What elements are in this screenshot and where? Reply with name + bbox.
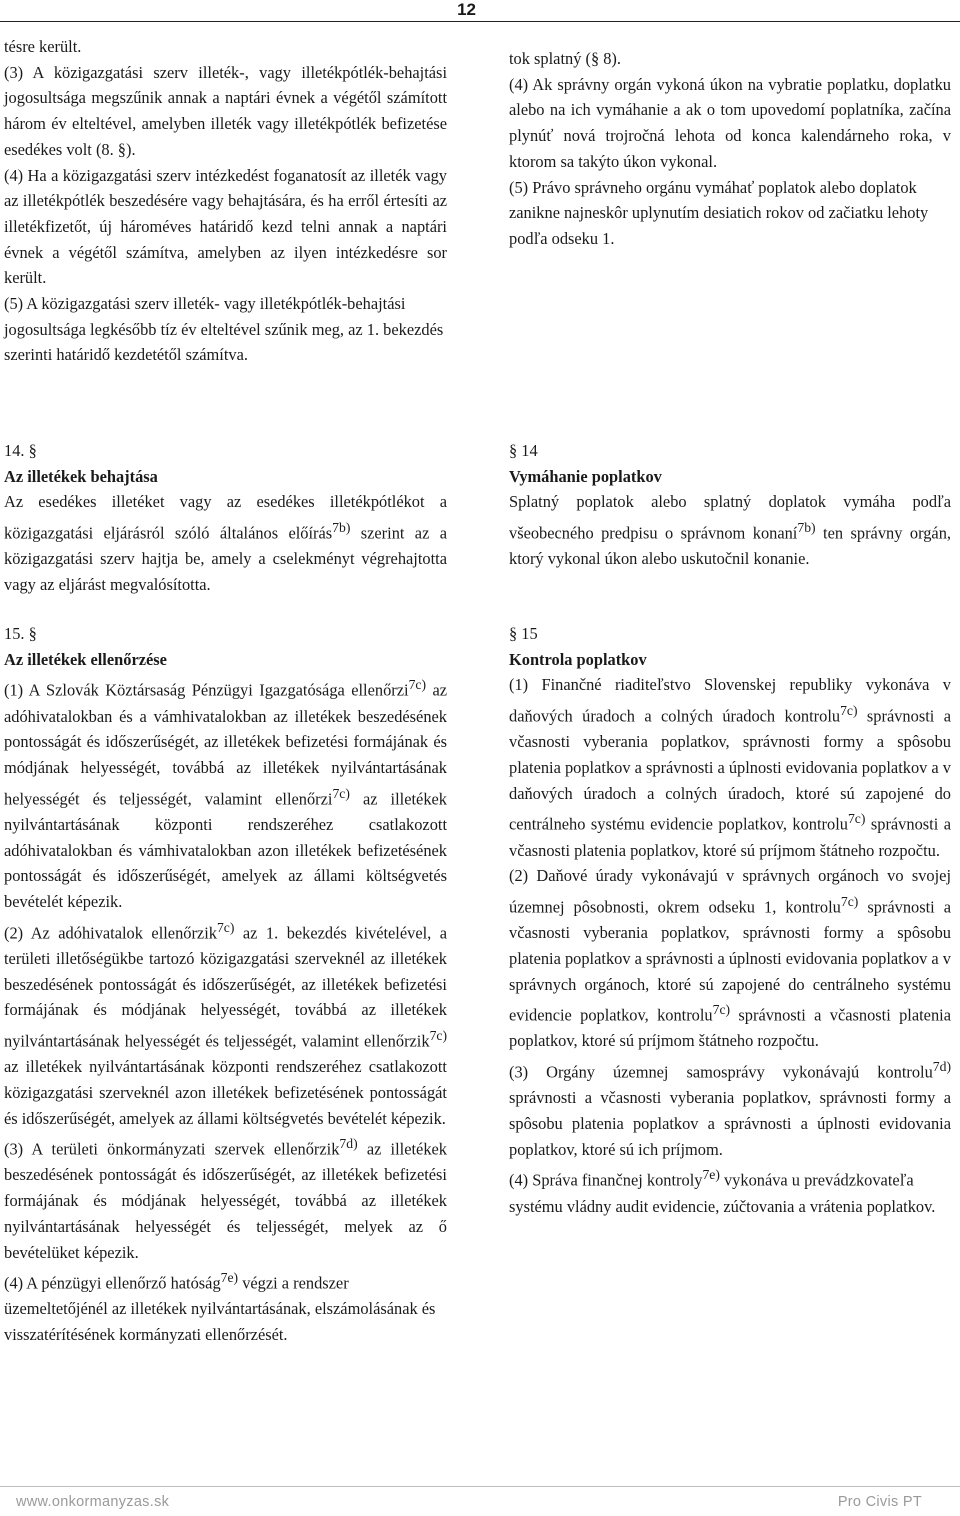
footnote-ref: 7c) bbox=[847, 811, 866, 827]
section-number: § 15 bbox=[509, 624, 538, 643]
sk-section-14 bbox=[509, 438, 951, 572]
footnote-ref: 7c) bbox=[840, 703, 858, 719]
hu-paragraph: tésre került. bbox=[4, 37, 82, 56]
hu-paragraph: (3) A területi önkormányzati szervek ellenőrzik$^{7d)}$ az illetékek beszedésének pontosságát és időszerűségét, az illetékek befizetési formájának és módjának helyességét, továbbá az illetékek nyilvántartásának helyességét és teljességét, melyek az ő bevételüket képezik. bbox=[4, 1136, 447, 1262]
hu-paragraph: (2) Az adóhivatalok ellenőrzik$^{7c)}$ az 1. bekezdés kivételével, a területi illetőségükbe tartozó közigazgatási szerveknél az illetékek beszedésének pontosságát és időszerűségét, az illetékek befizetési formájának és módjának helyességét, továbbá az illetékek nyilvántartásának helyességét és teljességét, valamint ellenőrzik$^{7c)}$ az illetékek nyilvántartásának központi rendszeréhez csatlakozott közigazgatási szerveknél azon illetékek befizetésének pontosságát és időszerűségét, amelyek az állami költségvetés bevételét képezik. bbox=[4, 919, 447, 1128]
footer-publisher: Pro Civis PT bbox=[837, 1494, 922, 1510]
section-title: Vymáhanie poplatkov bbox=[509, 466, 662, 486]
hu-section13-continuation bbox=[4, 34, 447, 368]
footnote-ref: 7c) bbox=[429, 1027, 447, 1043]
footnote-ref: 7c) bbox=[712, 1002, 731, 1018]
footnote-ref: 7e) bbox=[702, 1167, 720, 1183]
footnote-ref: 7c) bbox=[332, 785, 350, 801]
hu-paragraph: (1) A Szlovák Köztársaság Pénzügyi Igazgatósága ellenőrzi$^{7c)}$ az adóhivatalokban és a vámhivatalokban az illetékek beszedésének pontosságát és időszerűségét, az illetékek befizetési formájának és módjának helyességét, továbbá az illetékek nyilvántartásának helyességét és teljességét, valamint ellenőrzi$^{7c)}$ az illetékek nyilvántartásának központi rendszeréhez csatlakozott adóhivatalokban és vámhivatalokban azon illetékek befizetésének pontosságát és időszerűségét, amelyek az állami költségvetés bevételét képezik. bbox=[4, 677, 447, 911]
hu-section-14 bbox=[4, 438, 447, 598]
sk-paragraph: tok splatný (§ 8). bbox=[509, 49, 621, 68]
sk-paragraph: (3) Orgány územnej samosprávy vykonávajú kontrolu$^{7d)}$ správnosti a včasnosti vyberania poplatkov, správnosti formy a spôsobu platenia poplatkov a správnosti a úplnosti evidovania poplatkov, ktoré sú ich príjmom. bbox=[509, 1059, 951, 1159]
footnote-ref: 7b) bbox=[797, 520, 816, 536]
section-number: 14. § bbox=[4, 441, 37, 460]
footnote-ref: 7c) bbox=[216, 919, 235, 935]
section-title: Az illetékek behajtása bbox=[4, 466, 158, 486]
footnote-ref: 7c) bbox=[840, 893, 859, 909]
hu-paragraph: (4) Ha a közigazgatási szerv intézkedést foganatosít az illeték vagy az illetékpótlék beszedésére vagy behajtására, és ha erről értesíti az illetékfizetőt, új hároméves határidő kezd telni annak a naptári évnek a végétől számítva, amelyben az ilyen intézkedésre sor került. bbox=[4, 165, 447, 288]
hu-paragraph: (3) A közigazgatási szerv illeték-, vagy illetékpótlék-behajtási jogosultsága megszűnik annak a naptári évnek a végétől számított három év elteltével, amelyben illeték vagy illetékpótlék befizetése esedékes volt (8. §). bbox=[4, 62, 447, 159]
sk-section-15 bbox=[509, 621, 951, 1219]
section-number: 15. § bbox=[4, 624, 37, 643]
hu-section-15 bbox=[4, 621, 447, 1348]
section-number: § 14 bbox=[509, 441, 538, 460]
page-number: 12 bbox=[457, 0, 476, 19]
footnote-ref: 7c) bbox=[408, 677, 426, 693]
sk-paragraph: (4) Správa finančnej kontroly$^{7e)}$ vykonáva u prevádzkovateľa systému vládny audit evidencie, zúčtovania a vrátenia poplatkov. bbox=[509, 1167, 936, 1216]
sk-paragraph: (2) Daňové úrady vykonávajú v správnych orgánoch vo svojej územnej pôsobnosti, okrem odseku 1, kontrolu$^{7c)}$ správnosti a včasnosti vyberania poplatkov, správnosti formy a spôsobu platenia poplatkov a správnosti a úplnosti evidovania poplatkov a v správnych orgánoch, ktoré sú zapojené do centrálneho systému evidencie poplatkov, kontrolu$^{7c)}$ správnosti a včasnosti platenia poplatkov, ktoré sú príjmom štátneho rozpočtu. bbox=[509, 866, 951, 1051]
header-rule bbox=[0, 21, 960, 22]
footnote-ref: 7d) bbox=[932, 1059, 951, 1075]
section-title: Az illetékek ellenőrzése bbox=[4, 649, 167, 669]
sk-paragraph: Splatný poplatok alebo splatný doplatok vymáha podľa všeobecného predpisu o správnom konaní$^{7b)}$ ten správny orgán, ktorý vykonal úkon alebo uskutočnil konanie. bbox=[509, 492, 951, 569]
footer-website: www.onkormanyzas.sk bbox=[16, 1494, 170, 1510]
sk-paragraph: (5) Právo správneho orgánu vymáhať poplatok alebo doplatok zanikne najneskôr uplynutím desiatich rokov od začiatku lehoty podľa odseku 1. bbox=[509, 177, 929, 248]
sk-section13-continuation bbox=[509, 46, 951, 252]
section-title: Kontrola poplatkov bbox=[509, 649, 647, 669]
footnote-ref: 7d) bbox=[339, 1136, 358, 1152]
sk-paragraph: (1) Finančné riaditeľstvo Slovenskej republiky vykonáva v daňových úradoch a colných úradoch kontrolu$^{7c)}$ správnosti a včasnosti vyberania poplatkov, správnosti formy a spôsobu platenia poplatkov a správnosti a úplnosti evidovania poplatkov a v daňových úradoch a colných úradoch, ktoré sú zapojené do centrálneho systému evidencie poplatkov, kontrolu$^{7c)}$ správnosti a včasnosti platenia poplatkov, ktoré sú príjmom štátneho rozpočtu. bbox=[509, 675, 951, 860]
footnote-ref: 7b) bbox=[332, 520, 351, 536]
hu-paragraph: (4) A pénzügyi ellenőrző hatóság$^{7e)}$ végzi a rendszer üzemeltetőjénél az illetékek nyilvántartásának, elszámolásának és visszatérítésének kormányzati ellenőrzését. bbox=[4, 1270, 436, 1345]
sk-paragraph: (4) Ak správny orgán vykoná úkon na vybratie poplatku, doplatku alebo na ich vymáhanie a ak o tom upovedomí poplatníka, začína plynúť nová trojročná lehota od konca kalendárneho roka, v ktorom sa takýto úkon vykonal. bbox=[509, 74, 951, 171]
footnote-ref: 7e) bbox=[220, 1270, 239, 1286]
footer-rule bbox=[0, 1486, 960, 1487]
hu-paragraph: (5) A közigazgatási szerv illeték- vagy illetékpótlék-behajtási jogosultsága legkésőbb tíz év elteltével szűnik meg, az 1. bekezdés szerinti határidő kezdetétől számítva. bbox=[4, 294, 444, 365]
hu-paragraph: Az esedékes illetéket vagy az esedékes illetékpótlékot a közigazgatási eljárásról szóló általános előírás$^{7b)}$ szerint az a közigazgatási szerv hajtja be, amely a cselekményt végrehajtotta vagy az eljárást megvalósította. bbox=[4, 492, 447, 594]
